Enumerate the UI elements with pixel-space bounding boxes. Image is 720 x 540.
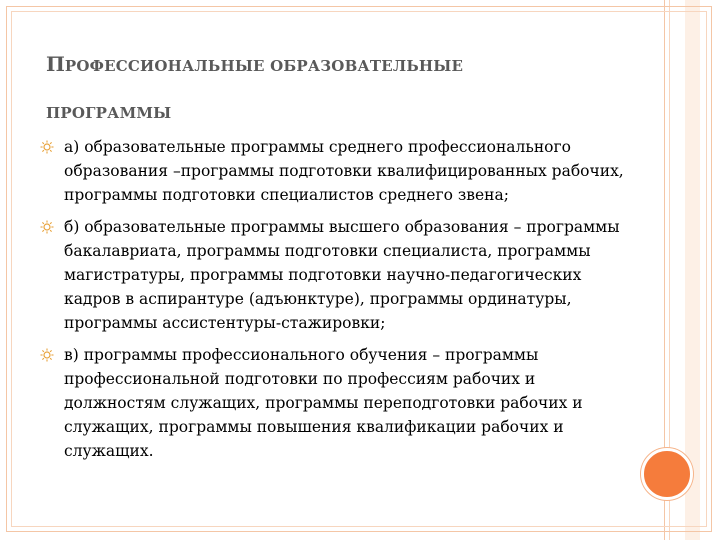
bullet-list xyxy=(40,135,640,471)
title-initial: П xyxy=(46,52,65,76)
orange-circle-icon xyxy=(641,448,693,500)
title-line1: РОФЕССИОНАЛЬНЫЕ ОБРАЗОВАТЕЛЬНЫЕ xyxy=(64,57,464,75)
sun-bullet-icon xyxy=(40,140,54,154)
title-line2: ПРОГРАММЫ xyxy=(46,104,172,122)
list-item xyxy=(40,343,640,464)
list-item-text: б) образовательные программы высшего образования – программы бакалавриата, программы подготовки специалиста, программы магистратуры, программы подготовки научно-педагогических кадров в аспирантуре (адъюнктуре), программы ординатуры, программы ассистентуры-стажировки; xyxy=(64,217,620,333)
slide-title xyxy=(46,40,646,134)
list-item xyxy=(40,135,640,208)
sun-bullet-icon xyxy=(40,348,54,362)
list-item-text: а) образовательные программы среднего профессионального образования –программы подготовки квалифицированных рабочих, программы подготовки специалистов среднего звена; xyxy=(64,138,624,205)
list-item-text: в) программы профессионального обучения – программы профессиональной подготовки по профессиям рабочих и должностям служащих, программы переподготовки рабочих и служащих, программы повышения квалификации рабочих и служащих. xyxy=(64,345,583,461)
sun-bullet-icon xyxy=(40,220,54,234)
list-item xyxy=(40,215,640,336)
